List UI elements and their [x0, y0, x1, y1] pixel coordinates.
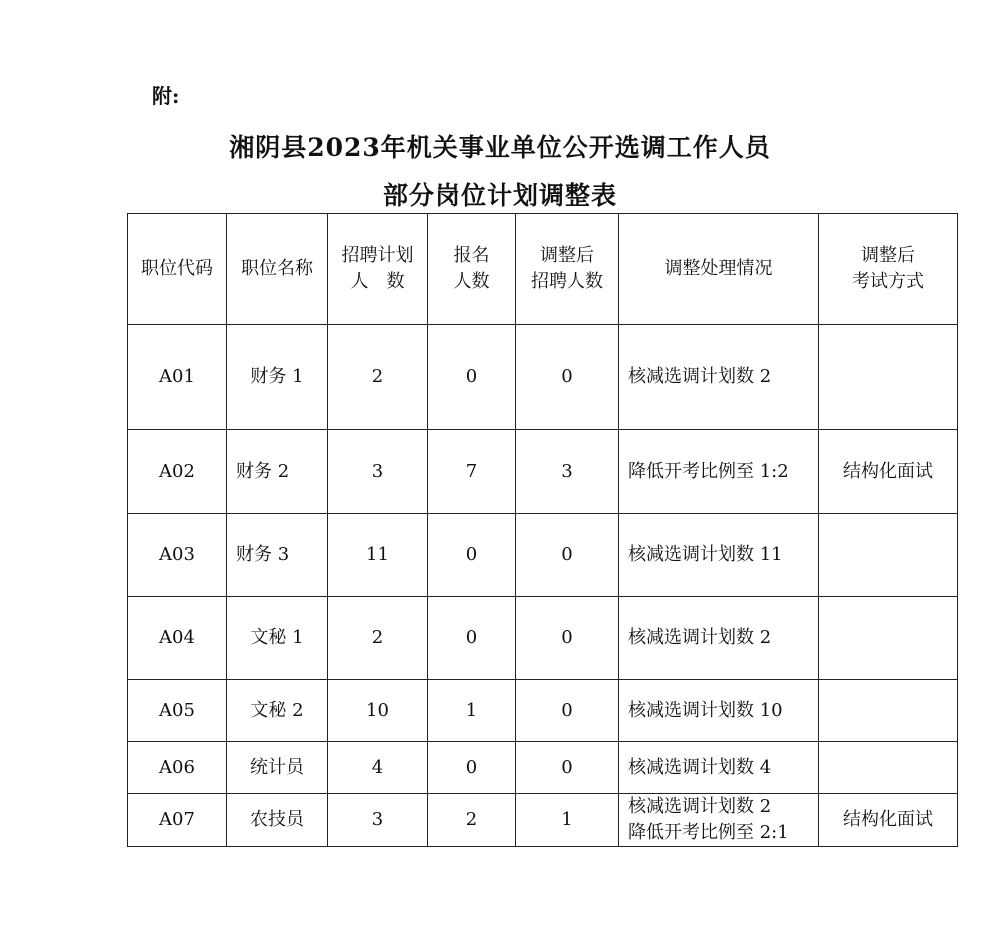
header-handling: 调整处理情况: [619, 214, 819, 325]
adjustment-table: [127, 213, 958, 847]
cell-applicants: 0: [428, 325, 516, 430]
cell-name: 财务 3: [227, 514, 328, 597]
cell-plan: 2: [328, 325, 428, 430]
cell-plan: 4: [328, 742, 428, 794]
cell-applicants: 0: [428, 742, 516, 794]
cell-code: A07: [128, 794, 227, 847]
table-row: [128, 514, 958, 597]
cell-name: 农技员: [227, 794, 328, 847]
cell-plan: 3: [328, 430, 428, 514]
cell-applicants: 7: [428, 430, 516, 514]
cell-name: 财务 2: [227, 430, 328, 514]
cell-handling: 核减选调计划数 4: [619, 742, 819, 794]
table-row: [128, 742, 958, 794]
cell-exam: [819, 680, 958, 742]
cell-plan: 11: [328, 514, 428, 597]
cell-exam: [819, 514, 958, 597]
cell-name: 财务 1: [227, 325, 328, 430]
cell-plan: 2: [328, 597, 428, 680]
header-position-code: 职位代码: [128, 214, 227, 325]
table-row: [128, 597, 958, 680]
table-row: [128, 325, 958, 430]
cell-exam: 结构化面试: [819, 794, 958, 847]
cell-plan: 3: [328, 794, 428, 847]
cell-applicants: 0: [428, 514, 516, 597]
header-applicants: 报名 人数: [428, 214, 516, 325]
table-row: [128, 794, 958, 847]
cell-exam: [819, 597, 958, 680]
document-title-line1: 湘阴县2023年机关事业单位公开选调工作人员: [229, 133, 771, 162]
header-adjusted-count: 调整后 招聘人数: [516, 214, 619, 325]
cell-code: A01: [128, 325, 227, 430]
cell-adjusted: 0: [516, 680, 619, 742]
cell-adjusted: 1: [516, 794, 619, 847]
cell-name: 统计员: [227, 742, 328, 794]
cell-handling: 核减选调计划数 2: [619, 597, 819, 680]
attachment-label: 附:: [152, 84, 180, 108]
cell-handling: 核减选调计划数 2: [619, 325, 819, 430]
cell-handling: 核减选调计划数 2 降低开考比例至 2:1: [619, 794, 819, 847]
table-row: [128, 680, 958, 742]
cell-exam: [819, 742, 958, 794]
cell-adjusted: 0: [516, 597, 619, 680]
cell-adjusted: 0: [516, 514, 619, 597]
cell-applicants: 1: [428, 680, 516, 742]
cell-adjusted: 3: [516, 430, 619, 514]
cell-exam: [819, 325, 958, 430]
cell-code: A06: [128, 742, 227, 794]
cell-handling: 降低开考比例至 1:2: [619, 430, 819, 514]
document-title-line2: 部分岗位计划调整表: [382, 181, 617, 210]
cell-code: A03: [128, 514, 227, 597]
table-row: [128, 430, 958, 514]
cell-handling: 核减选调计划数 11: [619, 514, 819, 597]
cell-applicants: 0: [428, 597, 516, 680]
cell-name: 文秘 1: [227, 597, 328, 680]
cell-adjusted: 0: [516, 742, 619, 794]
cell-code: A02: [128, 430, 227, 514]
cell-applicants: 2: [428, 794, 516, 847]
cell-code: A04: [128, 597, 227, 680]
table-header-row: [128, 214, 958, 325]
cell-adjusted: 0: [516, 325, 619, 430]
cell-handling: 核减选调计划数 10: [619, 680, 819, 742]
header-exam-method: 调整后 考试方式: [819, 214, 958, 325]
header-position-name: 职位名称: [227, 214, 328, 325]
cell-code: A05: [128, 680, 227, 742]
cell-plan: 10: [328, 680, 428, 742]
cell-exam: 结构化面试: [819, 430, 958, 514]
cell-name: 文秘 2: [227, 680, 328, 742]
header-recruit-plan: 招聘计划 人 数: [328, 214, 428, 325]
